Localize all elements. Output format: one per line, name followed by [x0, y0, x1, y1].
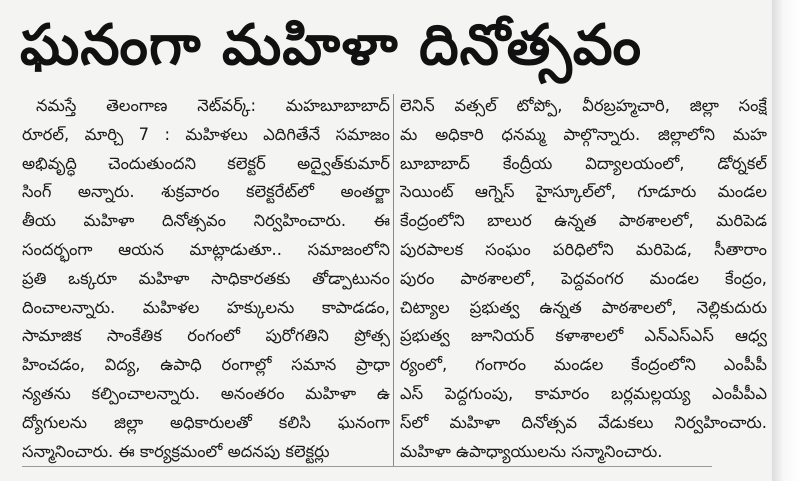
text-line: మ అధికారి ధనమ్మ పాల్గొన్నారు. జిల్లాలోని మహ — [400, 124, 767, 144]
text-line: సన్మానించారు. ఈ కార్యక్రమంలో అదనపు కలెక్టర్లు — [22, 441, 330, 461]
text-line: ప్రతి ఒక్కరూ మహిళా సాధికారతకు తోడ్పాటునం — [22, 268, 390, 288]
text-line: పురం పాఠశాలలో, పెద్దవంగర మండల కేంద్రం, — [400, 268, 767, 288]
text-line: మహిళా ఉపాధ్యాయులను సన్మానించారు. — [400, 441, 663, 461]
text-line: పురపాలక సంఘం పరిధిలోని మరిపెడ, సీతారాం — [400, 239, 767, 259]
text-line: ద్యోగులను జిల్లా అధికారులతో కలిసి ఘనంగా — [22, 412, 390, 432]
text-line: న్యతను కల్పించాలన్నారు. అనంతరం మహిళా ఉ — [22, 383, 390, 403]
text-line: కేంద్రంలోని బాలుర ఉన్నత పాఠశాలలో, మరిపెడ — [400, 211, 767, 231]
text-line: సెయింట్‌ ఆగ్నెస్‌ హైస్కూల్‌లో, గూడూరు మండల — [400, 182, 767, 202]
bottom-rule — [22, 466, 712, 467]
right-column — [400, 92, 767, 466]
text-line: చిట్యాల ప్రభుత్వ ఉన్నత పాఠశాలలో, నెల్లికుదురు — [400, 297, 767, 317]
headline: ఘనంగా మహిళా దినోత్సవం — [20, 13, 642, 78]
text-line: హించడం, విద్య, ఉపాధి రంగాల్లో సమాన ప్రాధా — [22, 355, 390, 375]
text-line: తీయ మహిళా దినోత్సవం నిర్వహించారు. ఈ — [22, 211, 390, 231]
text-line: ఎస్‌ పెద్దగుంపు, కామారం బర్లమల్లయ్య ఎంపీపీఎ — [400, 383, 767, 403]
text-line: రూరల్‌, మార్చి 7 : మహిళలు ఎదిగితేనే సమాజం — [22, 124, 390, 144]
text-line: స్‌లో మహిళా దినోత్సవ వేడుకలు నిర్వహించారు. — [400, 412, 767, 432]
text-line: లెనిన్‌ వత్సల్‌ టోప్పో, వీరబ్రహ్మచారి, జిల్లా సంక్షే — [400, 96, 767, 115]
text-line: ర్యంలో, గంగారం మండల కేంద్రంలోని ఎంపీపీ — [400, 355, 767, 375]
text-line: నమస్తే తెలంగాణ నెట్‌వర్క్‌: మహబూబాబాద్‌ — [36, 96, 390, 115]
text-line: అభివృద్ధి చెందుతుందని కలెక్టర్‌ అద్వైత్‌కుమార్‌ — [22, 153, 390, 173]
article-body — [22, 92, 767, 466]
page-edge-shadow — [772, 0, 800, 481]
text-line: బూబాబాద్‌ కేంద్రీయ విద్యాలయంలో, డోర్నకల్‌ — [400, 153, 767, 173]
text-line: సామాజిక సాంకేతిక రంగంలో పురోగతిని ప్రోత్స — [22, 326, 390, 346]
left-column — [22, 92, 390, 466]
text-line: సింగ్‌ అన్నారు. శుక్రవారం కలెక్టరేట్‌లో అంతర్జా — [22, 182, 390, 202]
text-line: సందర్భంగా ఆయన మాట్లాడుతూ.. సమాజంలోని — [22, 239, 390, 259]
text-line: ప్రభుత్వ జూనియర్‌ కళాశాలలో ఎన్‌ఎస్‌ఎస్‌ ఆధ్వ — [400, 326, 767, 346]
column-divider — [393, 94, 394, 466]
text-line: దించాలన్నారు. మహిళల హక్కులను కాపాడడం, — [22, 297, 390, 317]
